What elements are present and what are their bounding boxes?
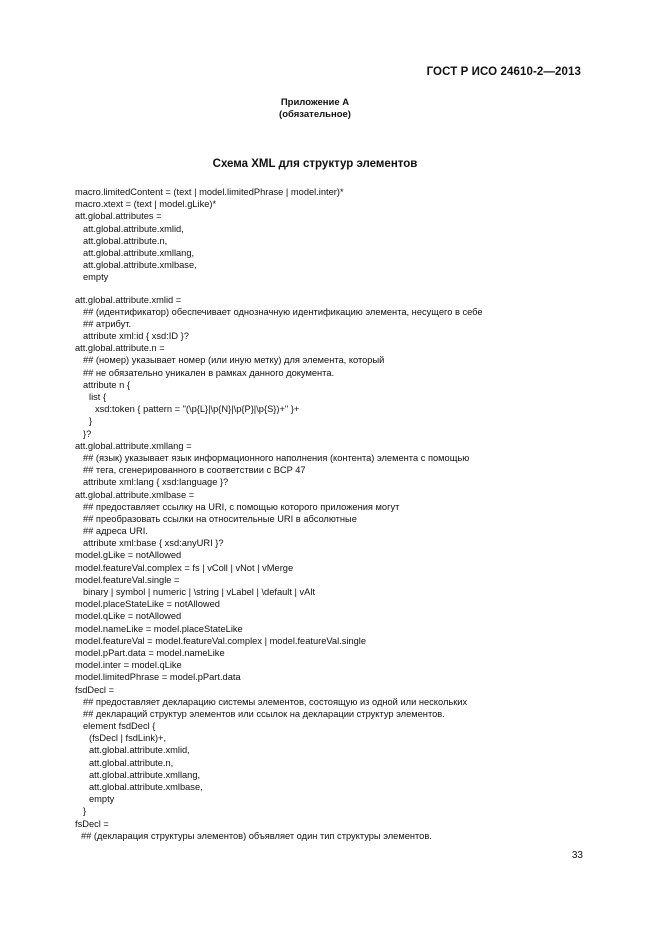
code-line: att.global.attribute.n = <box>75 343 165 354</box>
code-line: att.global.attribute.xmllang, <box>83 247 195 258</box>
code-line: att.global.attribute.xmlbase = <box>75 489 195 500</box>
code-line: model.inter = model.qLike <box>75 660 182 671</box>
code-line: att.global.attribute.n, <box>83 235 168 246</box>
code-line: ## (язык) указывает язык информационного наполнения (контента) элемента с помощью <box>83 452 470 463</box>
code-line: ## (идентификатор) обеспечивает однозначную идентификацию элемента, несущего в себе <box>83 306 483 317</box>
code-line: ## предоставляет декларацию системы элементов, состоящую из одной или нескольких <box>83 696 468 707</box>
code-line: }? <box>83 428 92 439</box>
standard-number-header: ГОСТ Р ИСО 24610-2—2013 <box>426 66 581 78</box>
code-line: att.global.attribute.xmlbase, <box>83 260 197 271</box>
code-line: xsd:token { pattern = "(\p{L}|\p{N}|\p{P}|\p{S})+" }+ <box>95 404 300 415</box>
page-number: 33 <box>571 850 583 861</box>
code-line: binary | symbol | numeric | \string | vLabel | \default | vAlt <box>83 587 316 597</box>
code-line: att.global.attribute.xmllang = <box>75 440 192 451</box>
code-line: model.pPart.data = model.nameLike <box>75 647 225 658</box>
code-line: element fsdDecl { <box>83 721 156 732</box>
code-line: attribute n { <box>83 379 131 390</box>
code-line: } <box>83 806 87 817</box>
code-line: att.global.attributes = <box>75 211 162 222</box>
code-line: att.global.attribute.xmllang, <box>89 769 201 780</box>
code-line: ## предоставляет ссылку на URI, с помощью которого приложения могут <box>83 501 400 512</box>
code-line: model.placeStateLike = notAllowed <box>75 599 220 610</box>
code-line: att.global.attribute.xmlbase, <box>89 782 203 792</box>
code-line: model.featureVal.complex = fs | vColl | vNot | vMerge <box>75 562 294 573</box>
code-line: model.gLike = notAllowed <box>75 550 182 561</box>
code-line: model.limitedPhrase = model.pPart.data <box>75 672 241 683</box>
section-title: Схема XML для структур элементов <box>212 158 418 170</box>
code-line: model.featureVal = model.featureVal.complex | model.featureVal.single <box>75 635 367 646</box>
code-line: att.global.attribute.xmlid, <box>89 745 190 756</box>
code-line: attribute xml:id { xsd:ID }? <box>83 331 189 342</box>
code-line: attribute xml:base { xsd:anyURI }? <box>83 538 224 549</box>
code-line: fsDecl = <box>75 818 109 829</box>
code-line: ## преобразовать ссылки на относительные URI в абсолютные <box>83 513 357 524</box>
code-line: ## тега, сгенерированного в соответствии с BCP 47 <box>83 465 306 476</box>
code-line: ## адреса URI. <box>83 526 148 537</box>
code-line: list { <box>89 392 107 402</box>
code-spacer <box>75 284 595 294</box>
code-line: ## деклараций структур элементов или ссылок на декларации структур элементов. <box>83 708 445 719</box>
code-line: empty <box>89 794 115 805</box>
code-line: empty <box>83 272 109 283</box>
appendix-status: (обязательное) <box>279 109 351 120</box>
code-line: ## не обязательно уникален в рамках данного документа. <box>83 367 335 378</box>
code-line: att.global.attribute.xmlid = <box>75 294 182 305</box>
code-line: (fsDecl | fsdLink)+, <box>89 733 167 744</box>
code-line: ## атрибут. <box>83 318 132 329</box>
code-line: ## (декларация структуры элементов) объявляет один тип структуры элементов. <box>81 830 432 841</box>
code-line: model.featureVal.single = <box>75 574 180 585</box>
code-line: macro.xtext = (text | model.gLike)* <box>75 199 217 210</box>
code-line: macro.limitedContent = (text | model.limitedPhrase | model.inter)* <box>75 187 344 197</box>
code-line: model.nameLike = model.placeStateLike <box>75 623 243 634</box>
code-line: attribute xml:lang { xsd:language }? <box>83 477 229 488</box>
schema-code-block <box>75 186 595 842</box>
code-line: ## (номер) указывает номер (или иную метку) для элемента, который <box>83 355 385 366</box>
appendix-title: Приложение А <box>280 97 350 108</box>
code-line: fsdDecl = <box>75 684 115 695</box>
code-line: model.qLike = notAllowed <box>75 611 182 622</box>
code-line: att.global.attribute.xmlid, <box>83 223 184 234</box>
code-line: } <box>89 416 93 427</box>
code-line: att.global.attribute.n, <box>89 757 174 768</box>
